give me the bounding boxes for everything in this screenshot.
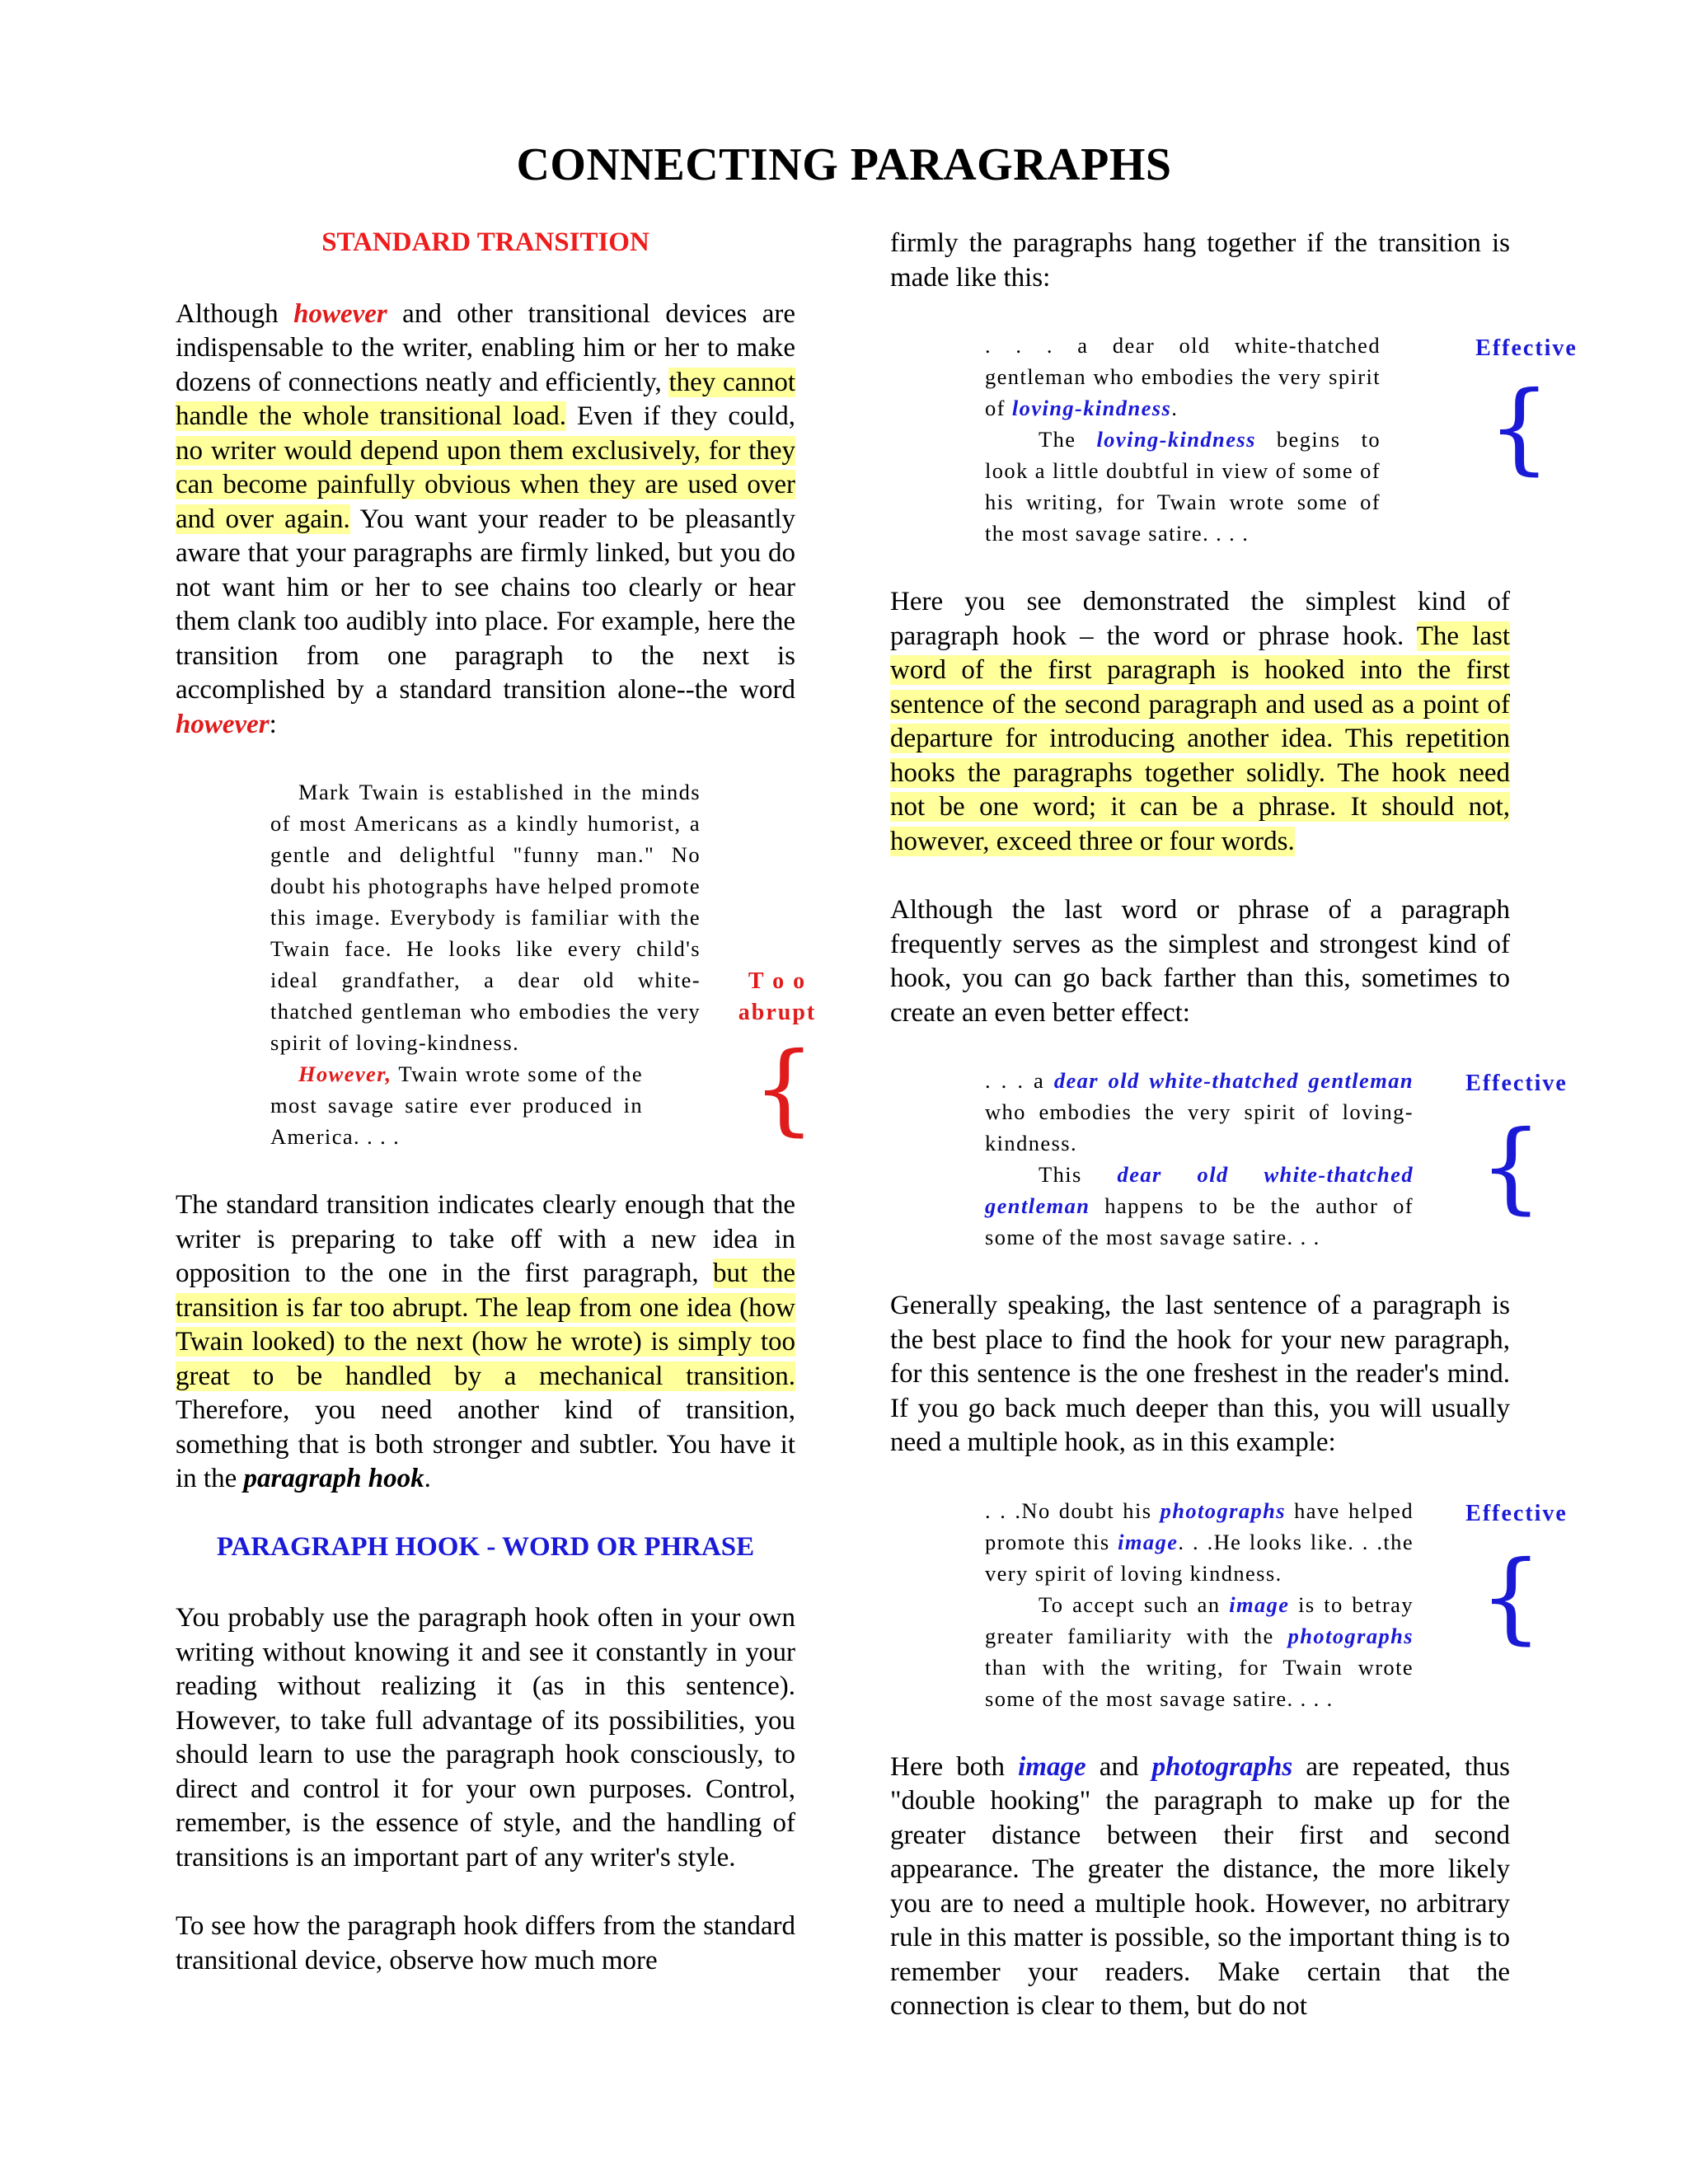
- excerpt-paragraph: [985, 1159, 1414, 1253]
- brace-icon: {: [1488, 371, 1552, 485]
- keyword-photographs: photographs: [1151, 1751, 1293, 1782]
- paragraph-generally-speaking: Generally speaking, the last sentence of a paragraph is the best place to find the hook for your new paragraph, for this sentence is the one freshest in the reader's mind. If you go back much deeper than this, you will usually need a multiple hook, as in this example:: [890, 1291, 1510, 1457]
- text: happens to be the author of some of the most savage satire. . .: [985, 1193, 1414, 1249]
- effective-label: Effective: [1465, 1500, 1568, 1526]
- text: You want your reader to be pleasantly aware that your paragraphs are firmly linked, but you do not want him or her to see chains too clearly or hear them clank too audibly into place. For example, here the transition from one paragraph to the next is accomplished by a standard transition alone--the word: [176, 504, 795, 705]
- excerpt-too-abrupt: [270, 776, 817, 1152]
- excerpt-paragraph: [985, 424, 1381, 549]
- excerpt-paragraph: [985, 1495, 1414, 1589]
- heading-standard-transition: STANDARD TRANSITION: [321, 227, 649, 257]
- text: who embodies the very spirit of loving-kindness.: [985, 1099, 1414, 1155]
- text: . . . a: [985, 1068, 1054, 1093]
- text: The standard transition indicates clearly enough that the writer is preparing to take off with a new idea in opposition to the one in the first paragraph,: [176, 1190, 795, 1289]
- label-line: abrupt: [738, 1000, 817, 1026]
- text: Although: [176, 298, 294, 329]
- keyword-phrase: dear old white-thatched gentleman: [1053, 1068, 1414, 1093]
- paragraph-standard-transition: [176, 1188, 795, 1497]
- paragraph-go-back-farther: Although the last word or phrase of a paragraph frequently serves as the simplest and strongest kind of hook, you can go back farther than this, sometimes to create an even better effect:: [890, 895, 1510, 1028]
- text: are repeated, thus "double hooking" the paragraph to make up for the greater distance between their first and second appearance. The greater the distance, the more likely you are to need a multiple hook. However, no arbitrary rule in this matter is possible, so the important thing is to remember your readers. Make certain that the connection is clear to them, but do not: [890, 1751, 1510, 2021]
- keyword-paragraph-hook: paragraph hook: [243, 1464, 424, 1494]
- keyword-however: however: [176, 709, 270, 739]
- excerpt-paragraph: [985, 1065, 1414, 1159]
- right-column: [890, 227, 1578, 2024]
- excerpt-effective-3: [985, 1495, 1568, 1714]
- text: . . . a dear old white-thatched gentleman who embodies the very spirit of: [985, 333, 1381, 420]
- text: Here both: [890, 1751, 1019, 1782]
- brace-icon: {: [1479, 1110, 1544, 1225]
- excerpt-paragraph: [270, 1058, 701, 1152]
- text: This: [1039, 1162, 1118, 1187]
- excerpt-effective-1: [985, 330, 1578, 549]
- effective-label: Effective: [1465, 1071, 1568, 1096]
- text: and other transitional devices are indispensable to the writer, enabling him or her to make dozens of connections neatly and efficiently,: [176, 298, 796, 397]
- brace-icon: {: [753, 1032, 817, 1147]
- keyword-image: image: [1229, 1591, 1290, 1617]
- too-abrupt-label: [732, 966, 823, 1029]
- label-line: T o o: [748, 968, 807, 995]
- excerpt-paragraph: [985, 1589, 1414, 1714]
- text: Twain wrote some of the most savage satire ever produced in America. . . .: [270, 1062, 643, 1150]
- excerpt-paragraph: Mark Twain is established in the minds of most Americans as a kindly humorist, a gentle and delightful "funny man." No doubt his photographs have helped promote this image. Everybody is familiar with the Twain face. He looks like every child's ideal grandfather, a dear old white-thatched gentleman who embodies the very spirit of loving-kindness.: [270, 780, 701, 1056]
- keyword-photographs: photographs: [1287, 1623, 1414, 1648]
- effective-label: Effective: [1475, 335, 1578, 361]
- highlight: they cannot handle the whole transitional load.: [176, 367, 795, 432]
- text: :: [269, 709, 277, 739]
- paragraph-see-how: To see how the paragraph hook differs from the standard transitional device, observe how much more: [176, 1911, 795, 1975]
- text: Here you see demonstrated the simplest kind of paragraph hook – the word or phrase hook.: [890, 587, 1510, 651]
- highlight: The last word of the first paragraph is hooked into the first sentence of the second paragraph and used as a point of departure for introducing another idea. This repetition hooks the paragraphs together solidly. The hook need not be one word; it can be a phrase. It should not, however, exceed three or four words.: [890, 621, 1510, 856]
- keyword-however: however: [293, 298, 387, 329]
- brace-icon: {: [1479, 1540, 1544, 1655]
- text: .: [424, 1464, 431, 1494]
- text: . . .He looks like. . .the very spirit of loving kindness.: [985, 1529, 1414, 1586]
- highlight: no writer would depend upon them exclusively, for they can become painfully obvious when they are used over and over again.: [176, 435, 795, 534]
- paragraph-simplest-hook: [890, 585, 1510, 859]
- paragraph-firmly: firmly the paragraphs hang together if the transition is made like this:: [890, 228, 1510, 293]
- excerpt-effective-2: [985, 1065, 1568, 1253]
- highlight: but the transition is far too abrupt. The leap from one idea (how Twain looked) to the next (how he wrote) is simply too great to be handled by a mechanical transition.: [176, 1258, 795, 1391]
- heading-paragraph-hook: PARAGRAPH HOOK - WORD OR PHRASE: [216, 1531, 755, 1562]
- excerpt-paragraph: [985, 330, 1381, 424]
- text: begins to look a little doubtful in view of some of his writing, for Twain wrote some of the most savage satire. . . .: [985, 427, 1381, 546]
- text: have helped promote this: [985, 1497, 1414, 1554]
- paragraph-hook-usage: You probably use the paragraph hook often in your own writing without knowing it and see it constantly in your reading without realizing it (as in this sentence). However, to take full advantage of its possibilities, you should learn to use the paragraph hook consciously, to direct and control it for your own purposes. Control, remember, is the essence of style, and the handling of transitions is an important part of any writer's style.: [176, 1603, 795, 1872]
- text: is to betray greater familiarity with the: [985, 1591, 1414, 1648]
- page-title: CONNECTING PARAGRAPHS: [516, 139, 1172, 190]
- text: Therefore, you need another kind of transition, something that is both stronger and subtler. You have it in the: [176, 1395, 795, 1494]
- text: To accept such an: [1039, 1591, 1230, 1617]
- keyword-loving-kindness: loving-kindness: [1011, 396, 1172, 420]
- keyword-image: image: [1118, 1529, 1179, 1554]
- text: . . .No doubt his: [985, 1497, 1160, 1523]
- text: than with the writing, for Twain wrote some of the most savage satire. . . .: [985, 1654, 1414, 1711]
- keyword-loving-kindness: loving-kindness: [1096, 427, 1256, 452]
- keyword-phrase: dear old white-thatched gentleman: [985, 1162, 1414, 1218]
- text: The: [1039, 427, 1097, 452]
- keyword-photographs: photographs: [1160, 1497, 1286, 1523]
- paragraph-intro: [176, 298, 795, 743]
- paragraph-double-hooking: [890, 1750, 1510, 2024]
- keyword-image: image: [1018, 1751, 1086, 1782]
- keyword-however: However,: [298, 1062, 392, 1087]
- left-column: [176, 227, 817, 1978]
- text: .: [1171, 396, 1179, 420]
- text: Even if they could,: [566, 401, 795, 432]
- text: and: [1085, 1751, 1152, 1782]
